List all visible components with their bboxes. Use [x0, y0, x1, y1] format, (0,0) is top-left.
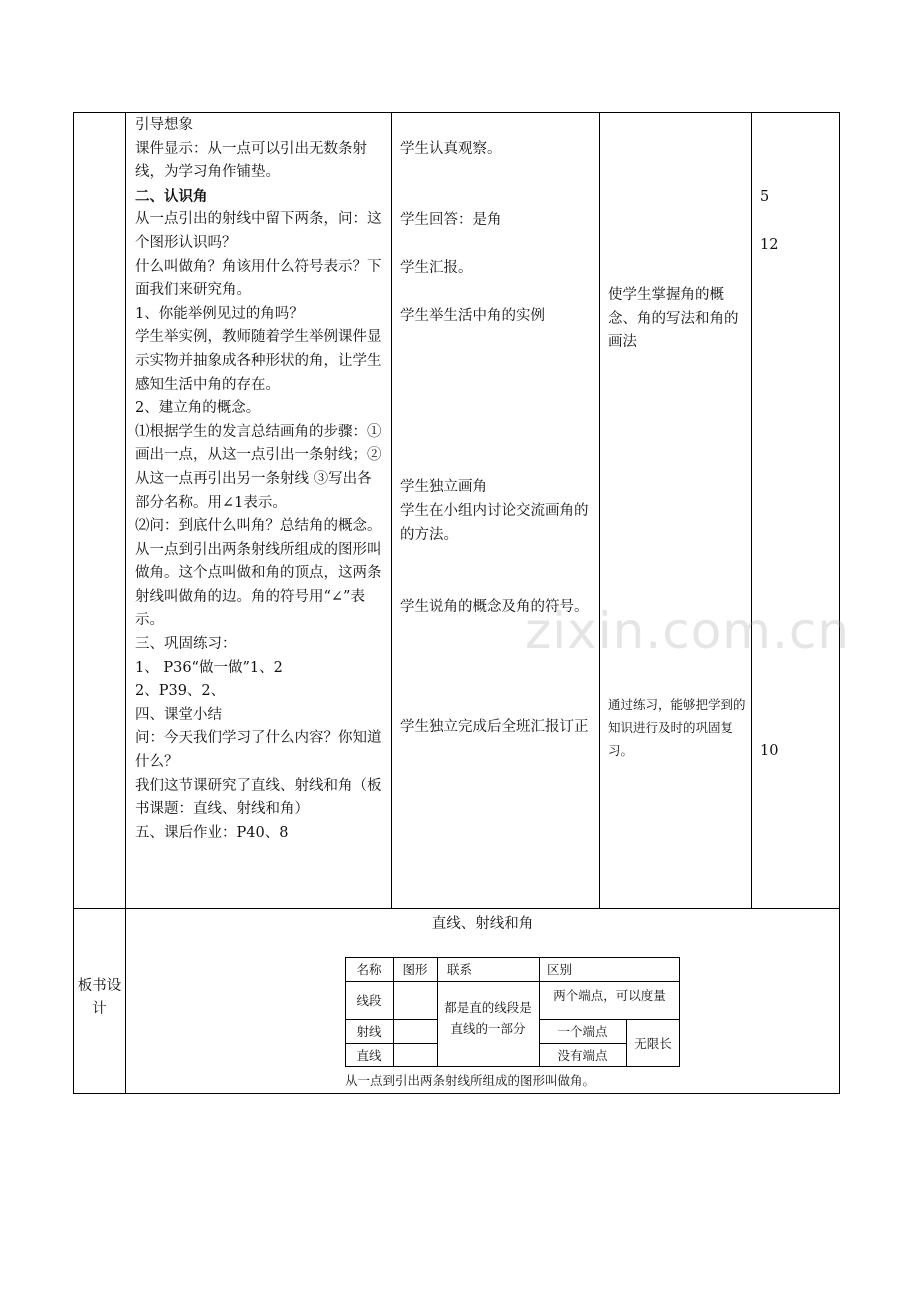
- divider-student: [599, 112, 600, 909]
- activity-line: 从一点到引出两条射线所组成的图形叫做角。这个点叫做和角的顶点，这两条射线叫做角的边。角的符号用“∠”表示。: [135, 541, 382, 629]
- activity-line: 四、课堂小结: [135, 706, 222, 723]
- activity-line: 2、P39、2、: [135, 683, 226, 700]
- board-design-label: 板书设计: [77, 978, 122, 1017]
- intent-master: 使学生掌握角的概念、角的写法和角的画法: [608, 287, 739, 351]
- student-concept: 学生说角的概念及角的符号。: [400, 599, 589, 615]
- activity-line: 从一点引出的射线中留下两条，问：这个图形认识吗？: [135, 211, 382, 251]
- infinite-length: 无限长: [634, 1035, 672, 1051]
- student-practice: 学生独立完成后全班汇报订正: [400, 719, 589, 735]
- activity-line: ⑴根据学生的发言总结画角的步骤：①画出一点，从这一点引出一条射线；②从这一点再引出另一条射线 ③写出各部分名称。用∠1表示。: [135, 423, 382, 511]
- header-difference: 区别: [547, 961, 573, 977]
- activity-line: 学生举实例，教师随着学生举例课件显示实物并抽象成各种形状的角，让学生感知生活中角的存在。: [135, 329, 382, 393]
- board-angle-definition: 从一点到引出两条射线所组成的图形叫做角。: [345, 1073, 596, 1088]
- activity-line: ⑵问：到底什么叫角？总结角的概念。: [135, 518, 382, 535]
- board-comparison-table: [345, 957, 680, 1067]
- time-12: 12: [760, 237, 779, 253]
- divider-activity: [391, 112, 392, 909]
- time-10: 10: [760, 743, 779, 759]
- divider-board: [73, 908, 840, 909]
- time-5: 5: [760, 189, 770, 205]
- activity-line: 1、你能举例见过的角吗？: [135, 305, 304, 322]
- student-answer: 学生回答：是角: [400, 212, 502, 228]
- activity-line: 1、 P36“做一做”1、2: [135, 659, 283, 676]
- header-relation: 联系: [447, 961, 473, 977]
- ray-difference: 一个端点: [557, 1023, 608, 1039]
- header-name: 名称: [356, 961, 382, 977]
- activity-line: 2、建立角的概念。: [135, 400, 261, 417]
- watermark-text: zixin.com.cn: [525, 602, 851, 660]
- row-line: 直线: [356, 1047, 382, 1063]
- intent-practice: 通过练习，能够把学到的知识进行及时的巩固复习。: [608, 697, 746, 758]
- table-border-bottom: [345, 1066, 680, 1067]
- line-difference: 没有端点: [557, 1047, 608, 1063]
- student-draw: 学生独立画角: [400, 479, 487, 495]
- student-examples: 学生举生活中角的实例: [400, 308, 545, 324]
- activity-line: 引导想象: [135, 117, 193, 133]
- activity-line: 问：今天我们学习了什么内容？你知道什么？: [135, 730, 382, 771]
- section-heading: 二、认识角: [135, 187, 208, 205]
- table-col-line: [626, 1019, 627, 1067]
- student-observe: 学生认真观察。: [400, 141, 502, 157]
- activity-line: 什么叫做角？角该用什么符号表示？下面我们来研究角。: [135, 258, 382, 299]
- student-discuss: 学生在小组内讨论交流画角的的方法。: [400, 503, 589, 543]
- student-report: 学生汇报。: [400, 260, 473, 276]
- activity-line: 课件显示：从一点可以引出无数条射线，为学习角作铺垫。: [135, 140, 367, 181]
- activity-line: 三、巩固练习：: [135, 636, 237, 653]
- divider-left: [125, 112, 126, 1094]
- segment-difference: 两个端点，可以度量: [553, 987, 666, 1003]
- row-ray: 射线: [356, 1023, 382, 1039]
- board-title: 直线、射线和角: [431, 916, 534, 932]
- row-segment: 线段: [356, 992, 382, 1008]
- activity-line: 我们这节课研究了直线、射线和角（板书课题：直线、射线和角）: [135, 777, 382, 818]
- divider-intent: [751, 112, 752, 909]
- activity-column: [135, 114, 385, 845]
- relation-text: 都是直的线段是直线的一部分: [444, 1000, 532, 1036]
- activity-line: 五、课后作业：P40、8: [135, 824, 289, 841]
- header-figure: 图形: [402, 961, 428, 977]
